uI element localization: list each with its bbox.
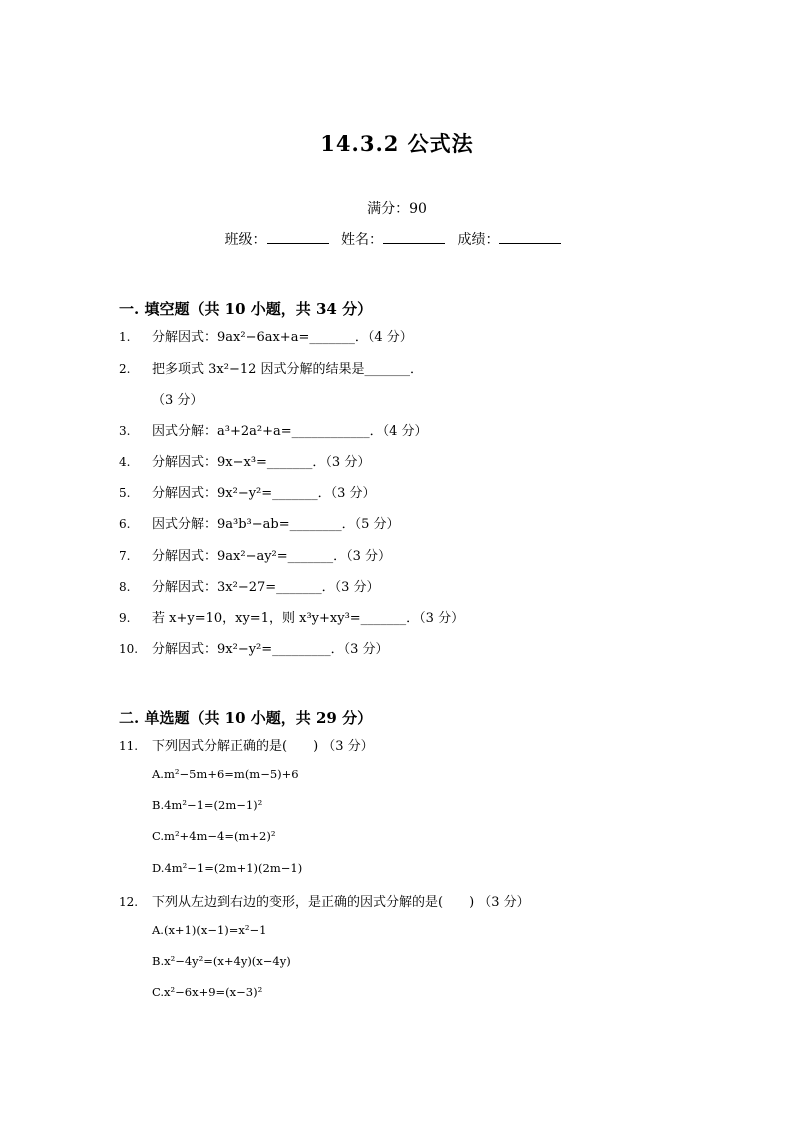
question-7: 7. 分解因式：9ax²−ay²=_______．（3 分） [119,549,392,564]
question-12-option-b: B.x²−4y²=(x+4y)(x−4y) [152,954,291,968]
full-score: 满分：90 [367,201,427,217]
question-10: 10. 分解因式：9x²−y²=_________．（3 分） [119,642,389,657]
question-11-option-b: B.4m²−1=(2m−1)² [152,798,263,812]
student-info [0,229,794,249]
question-11-option-d: D.4m²−1=(2m+1)(2m−1) [152,861,303,875]
question-8: 8. 分解因式：3x²−27=_______．（3 分） [119,580,380,595]
grade-label: 成绩： [457,232,500,248]
question-4: 4. 分解因式：9x−x³=_______．（3 分） [119,455,371,470]
question-12-option-a: A.(x+1)(x−1)=x²−1 [152,923,267,937]
question-9: 9. 若 x+y=10，xy=1，则 x³y+xy³=_______．（3 分） [119,611,465,626]
question-1: 1. 分解因式：9ax²−6ax+a=_______．（4 分） [119,330,413,345]
class-blank [267,229,329,244]
question-11-option-a: A.m²−5m+6=m(m−5)+6 [152,767,299,781]
question-12: 12. 下列从左边到右边的变形，是正确的因式分解的是( ) （3 分） [119,895,530,910]
question-11: 11. 下列因式分解正确的是( ) （3 分） [119,739,374,754]
section-fill-blank-title: 一. 填空题（共 10 小题，共 34 分） [119,300,373,318]
question-6: 6. 因式分解：9a³b³−ab=________．（5 分） [119,517,400,532]
page-title: 14.3.2 公式法 [320,131,474,156]
question-11-option-c: C.m²+4m−4=(m+2)² [152,829,276,843]
question-12-option-c: C.x²−6x+9=(x−3)² [152,985,263,999]
class-label: 班级： [224,232,267,248]
question-2-points: （3 分） [152,393,204,408]
name-blank [383,229,445,244]
name-label: 姓名： [341,232,383,248]
question-3: 3. 因式分解：a³+2a²+a=____________．（4 分） [119,424,428,439]
question-5: 5. 分解因式：9x²−y²=_______．（3 分） [119,486,376,501]
question-2: 2. 把多项式 3x²−12 因式分解的结果是_______． [119,362,424,377]
section-single-choice-title: 二. 单选题（共 10 小题，共 29 分） [119,709,373,727]
grade-blank [499,229,561,244]
